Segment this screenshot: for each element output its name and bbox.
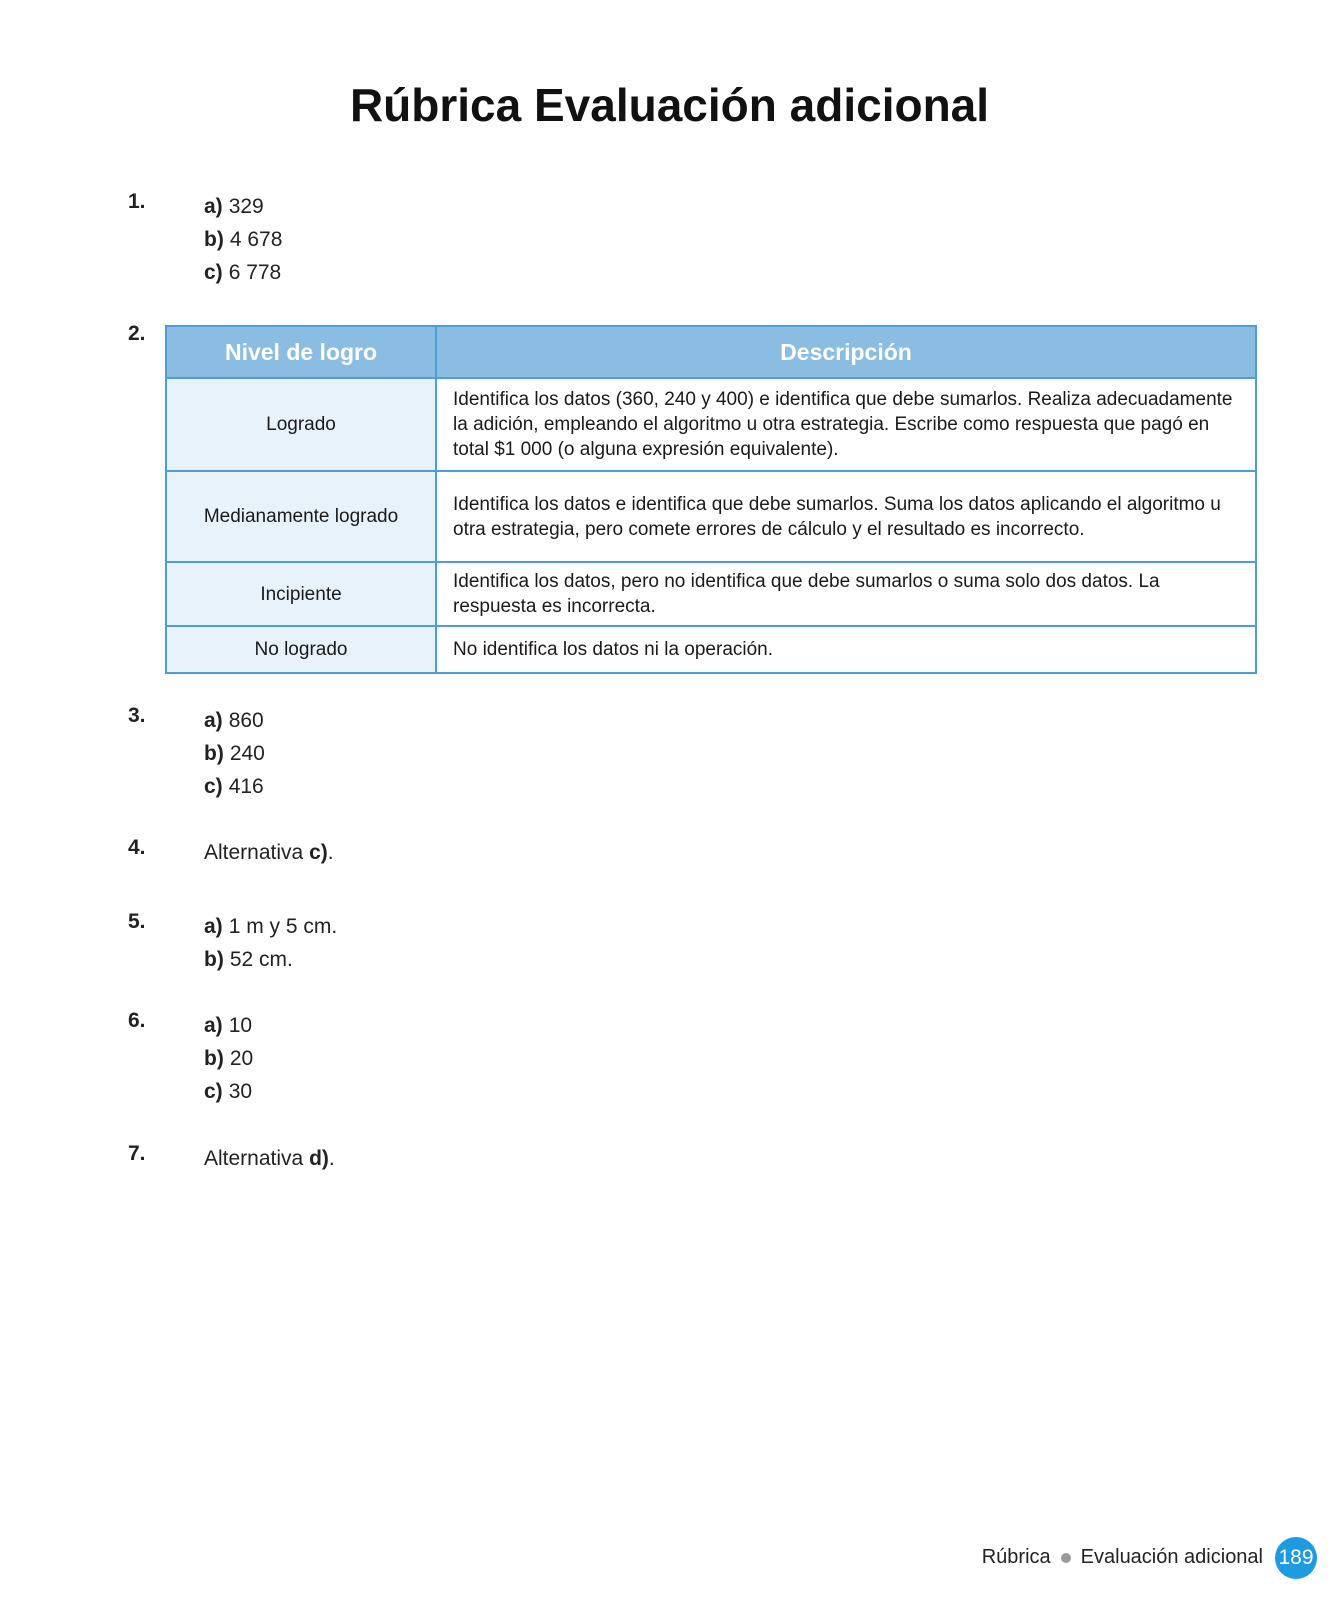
alternative-choice: d): [309, 1147, 329, 1170]
answer-item: [204, 223, 282, 256]
answer-item: [204, 943, 337, 976]
answer-item: [204, 256, 282, 289]
answer-list: [204, 910, 337, 976]
answer-value: 416: [228, 775, 264, 798]
answer-label: a): [204, 709, 223, 732]
level-cell: Incipiente: [166, 562, 436, 626]
answer-item: [204, 910, 337, 943]
page-footer: [0, 1537, 1339, 1579]
answer-label: b): [204, 742, 224, 765]
answer-item: [204, 737, 265, 770]
answer-label: b): [204, 948, 224, 971]
table-row: [166, 562, 1256, 626]
answer-label: a): [204, 195, 223, 218]
table-header-row: [166, 326, 1256, 378]
answer-list: [204, 704, 265, 803]
alternative-suffix: .: [328, 1147, 335, 1170]
answer-list: [204, 836, 334, 869]
question-number: 3.: [128, 704, 146, 727]
header-descripcion: Descripción: [436, 326, 1256, 378]
answer-item: [204, 704, 265, 737]
answer-value: 10: [228, 1014, 253, 1037]
description-cell: Identifica los datos e identifica que debe sumarlos. Suma los datos aplicando el algoritmo u otra estrategia, pero comete errores de cálculo y el resultado es incorrecto.: [436, 471, 1256, 562]
answer-label: c): [204, 1080, 223, 1103]
header-nivel-de-logro: Nivel de logro: [166, 326, 436, 378]
question-number: 1.: [128, 190, 146, 213]
rubric-table: [165, 325, 1257, 674]
alternative-suffix: .: [327, 841, 334, 864]
answer-label: b): [204, 1047, 224, 1070]
answer-item: [204, 770, 265, 803]
table-row: [166, 378, 1256, 471]
answer-value: 240: [229, 742, 265, 765]
question-number: 4.: [128, 836, 146, 859]
level-cell: Medianamente logrado: [166, 471, 436, 562]
question-number: 5.: [128, 910, 146, 933]
description-cell: Identifica los datos (360, 240 y 400) e identifica que debe sumarlos. Realiza adecuadamente la adición, empleando el algoritmo u otra estrategia. Escribe como respuesta que pagó en total $1 000 (o alguna expresión equivalente).: [436, 378, 1256, 471]
answer-label: c): [204, 261, 223, 284]
description-cell: Identifica los datos, pero no identifica que debe sumarlos o suma solo dos datos. La respuesta es incorrecta.: [436, 562, 1256, 626]
level-cell: Logrado: [166, 378, 436, 471]
answer-label: c): [204, 775, 223, 798]
answer-item: [204, 836, 334, 869]
answer-value: 30: [228, 1080, 253, 1103]
question-number: 6.: [128, 1009, 146, 1032]
separator-dot-icon: [1061, 1553, 1071, 1563]
footer-subsection: Evaluación adicional: [1080, 1546, 1263, 1568]
answer-item: [204, 1009, 253, 1042]
level-cell: No logrado: [166, 626, 436, 673]
answer-value: 20: [229, 1047, 254, 1070]
answer-value: 860: [228, 709, 264, 732]
page-number-badge: 189: [1275, 1537, 1317, 1579]
answer-label: a): [204, 1014, 223, 1037]
answer-value: 329: [228, 195, 264, 218]
description-cell: No identifica los datos ni la operación.: [436, 626, 1256, 673]
alternative-choice: c): [309, 841, 328, 864]
answer-value: 52 cm.: [229, 948, 293, 971]
answer-value: 4 678: [229, 228, 283, 251]
answer-item: [204, 1075, 253, 1108]
table-row: [166, 471, 1256, 562]
answer-value: 1 m y 5 cm.: [228, 915, 338, 938]
question-number: 7.: [128, 1142, 146, 1165]
answer-label: b): [204, 228, 224, 251]
footer-section: Rúbrica: [981, 1546, 1051, 1568]
answer-label: a): [204, 915, 223, 938]
alternative-prefix: Alternativa: [204, 1147, 304, 1170]
answer-list: [204, 190, 282, 289]
answer-value: 6 778: [228, 261, 282, 284]
page-title: Rúbrica Evaluación adicional: [349, 79, 990, 131]
question-number: 2.: [128, 322, 146, 345]
footer-section-title: [982, 1546, 1263, 1569]
answer-list: [204, 1009, 253, 1108]
answer-item: [204, 1042, 253, 1075]
table-row: [166, 626, 1256, 673]
answer-list: [204, 1142, 335, 1175]
answer-item: [204, 1142, 335, 1175]
answer-item: [204, 190, 282, 223]
alternative-prefix: Alternativa: [204, 841, 304, 864]
